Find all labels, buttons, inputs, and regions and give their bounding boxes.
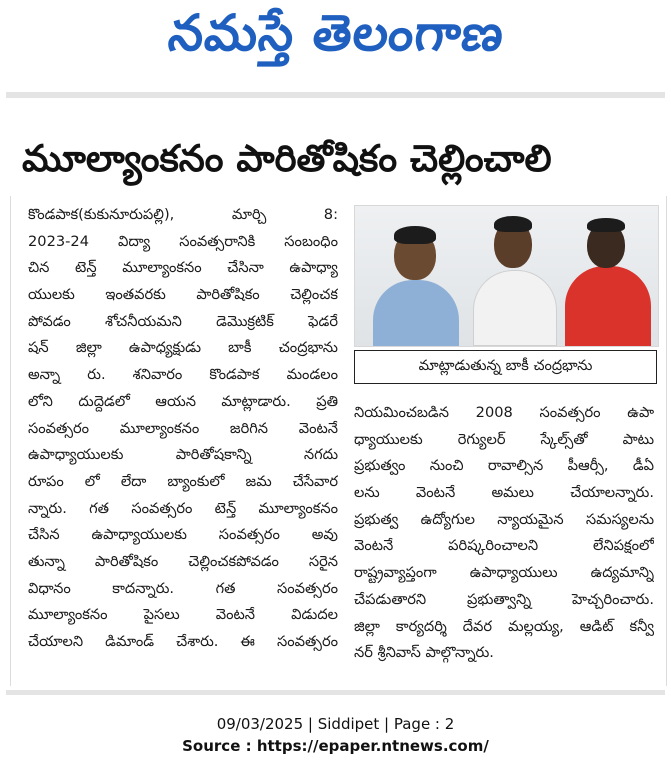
body-line: రూపం లో లేదా బ్యాంకులో జమ చేసేవార <box>28 472 338 490</box>
body-line: న్నారు. గత సంవత్సరం టెన్త్ మూల్యాంకనం <box>28 499 338 517</box>
dateline: 09/03/2025 | Siddipet | Page : 2 <box>216 715 455 733</box>
person-figure <box>561 216 653 346</box>
article-headline: మూల్యాంకనం పారితోషికం చెల్లించాలి <box>22 137 552 180</box>
body-line: తున్నా పారితోషికం చెల్లించకపోవడం సరైన <box>28 552 338 570</box>
body-line: కొండపాక(కుకునూరుపల్లి), మార్చి 8: <box>28 206 338 223</box>
footer-divider <box>6 690 665 695</box>
body-line: అన్నా రు. శనివారం కొండపాక మండలం <box>28 366 338 384</box>
body-line: రాష్ట్రవ్యాప్తంగా ఉపాధ్యాయులు ఉద్యమాన్ని <box>354 564 654 582</box>
article-left-column <box>28 202 338 656</box>
body-line: చేసిన ఉపాధ్యాయులకు సంవత్సరం అవు <box>28 526 338 544</box>
body-line: సంవత్సరం మూల్యాంకనం జరిగిన వెంటనే <box>28 419 338 437</box>
footer <box>0 713 671 757</box>
body-line: యులకు ఇంతవరకు పారితోషికం చెల్లించక <box>28 286 338 304</box>
body-line: ఉపాధ్యాయులకు పారితోషకాన్ని నగదు <box>28 446 338 464</box>
body-line: 2023-24 విద్యా సంవత్సరానికి సంబంధిం <box>28 232 338 250</box>
person-figure <box>467 216 559 346</box>
body-line: ధ్యాయులకు రెగ్యులర్ స్కేల్స్‌తో పాటు <box>354 430 654 448</box>
body-line: చేపడుతారని ప్రభుత్వాన్ని హెచ్చరించారు. <box>354 590 654 608</box>
body-line: చిన టెన్త్ మూల్యాంకనం చేసినా ఉపాధ్యా <box>28 259 338 277</box>
photo-caption: మాట్లాడుతున్న బాకీ చంద్రభాను <box>354 350 657 384</box>
body-line: లోని దుద్దెడలో ఆయన మాట్లాడారు. ప్రతి <box>28 392 338 410</box>
body-line: మూల్యాంకనం పైసలు వెంటనే విడుదల <box>28 606 338 624</box>
body-line: నియమించబడిన 2008 సంవత్సరం ఉపా <box>354 404 654 421</box>
body-line: లను వెంటనే అమలు చేయాలన్నారు. <box>354 484 654 502</box>
person-figure <box>367 216 463 346</box>
body-line: ప్రభుత్వం నుంచి రావాల్సిన పీఆర్సీ, డీఏ <box>354 457 654 475</box>
masthead <box>0 0 671 78</box>
body-line: ప్రభుత్వ ఉద్యోగుల న్యాయమైన సమస్యలను <box>354 510 654 528</box>
body-line: చేయాలని డిమాండ్ చేశారు. ఈ సంవత్సరం <box>28 633 338 650</box>
body-line: షన్ జిల్లా ఉపాధ్యక్షుడు బాకీ చంద్రభాను <box>28 339 338 357</box>
article-photo <box>354 205 659 347</box>
body-line: విధానం కాదన్నారు. గత సంవత్సరం <box>28 579 338 597</box>
source-link[interactable]: Source : https://epaper.ntnews.com/ <box>182 737 489 755</box>
body-line: పోవడం శోచనీయమని డెమొక్రటిక్ ఫెడరే <box>28 312 338 330</box>
body-line: నర్ శ్రీనివాస్ పాల్గొన్నారు. <box>354 644 494 662</box>
body-line: జిల్లా కార్యదర్శి దేవర మల్లయ్య, ఆడిట్ కన్వీ <box>354 617 654 635</box>
header-divider <box>6 92 665 98</box>
newspaper-logo: నమస్తే తెలంగాణ <box>165 3 508 62</box>
body-line: వెంటనే పరిష్కరించాలని లేనిపక్షంలో <box>354 537 654 555</box>
article-right-column <box>354 400 654 667</box>
